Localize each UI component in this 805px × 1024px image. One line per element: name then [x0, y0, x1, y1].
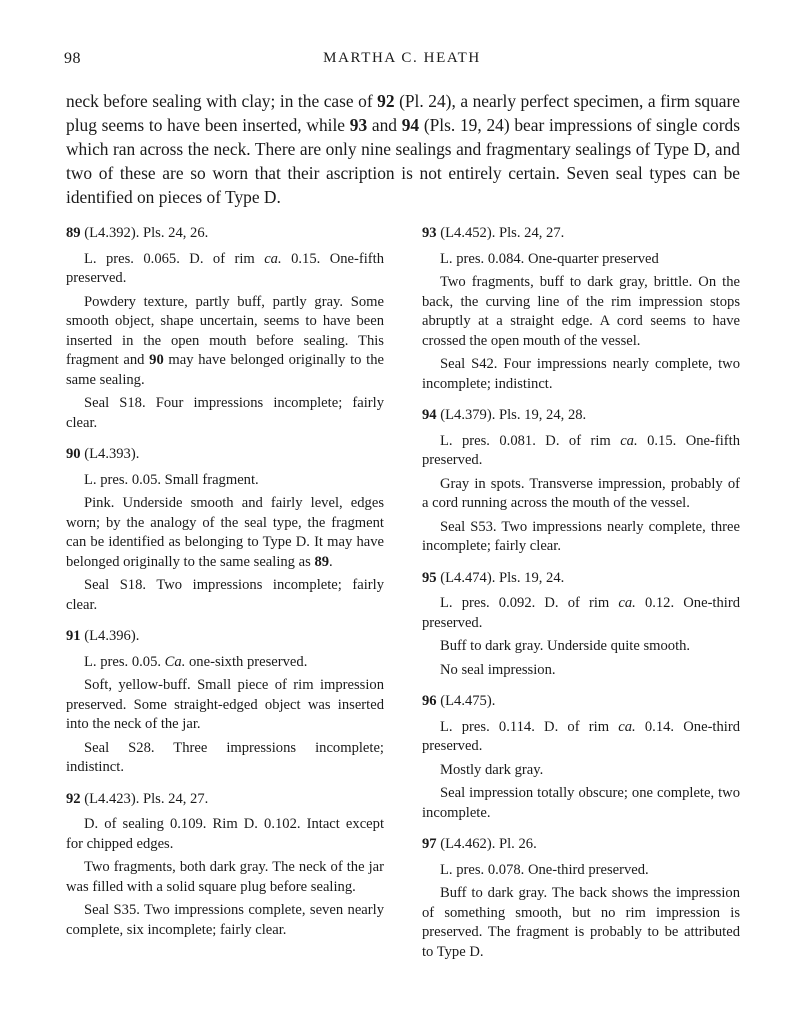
entry-number: 95 [422, 569, 437, 586]
catalog-ref-92: 92 [377, 91, 395, 111]
entry-heading: 95 (L4.474). Pls. 19, 24. [422, 569, 565, 586]
entry-number: 92 [66, 790, 81, 807]
entry-description: Mostly dark gray. [440, 761, 544, 778]
entry-number: 93 [422, 225, 437, 241]
catalog-ref-93: 93 [349, 115, 368, 135]
entry-description: Powdery texture, partly buff, partly gray. Some smooth object, shape uncertain, seems to have been inserted in the open mouth before sealing. This fragment and 90 may have belonged originally to the same sealing. [66, 293, 384, 388]
catalog-entry-95 [422, 569, 740, 681]
entry-dimensions: L. pres. 0.114. D. of rim ca. 0.14. One-third preserved. [422, 718, 740, 754]
catalog-entry-94 [422, 406, 740, 557]
entry-dimensions: L. pres. 0.084. One-quarter preserved [440, 250, 659, 267]
entry-dimensions: L. pres. 0.078. One-third preserved. [440, 861, 649, 878]
entry-dimensions: L. pres. 0.05. Ca. one-sixth preserved. [84, 653, 308, 670]
entry-heading: 97 (L4.462). Pl. 26. [422, 836, 537, 852]
catalog-entry-89 [66, 224, 384, 433]
entry-seal: Seal S35. Two impressions complete, seven nearly complete, six incomplete; fairly clear. [66, 902, 384, 938]
catalog-ref-94: 94 [401, 115, 420, 135]
catalog-entry-97 [422, 835, 740, 962]
entry-description: Pink. Underside smooth and fairly level, edges worn; by the analogy of the seal type, the fragment can be identified as belonging to Type D. It may have belonged originally to the same sealing as 89. [66, 495, 384, 570]
entry-seal: Seal S53. Two impressions nearly complete, three incomplete; fairly clear. [422, 518, 740, 554]
entry-seal: Seal S18. Two impressions incomplete; fairly clear. [66, 577, 384, 613]
running-head: MARTHA C. HEATH [323, 50, 481, 66]
entry-description: Two fragments, buff to dark gray, brittle. On the back, the curving line of the rim impression stops abruptly at a straight edge. A cord seems to have crossed the open mouth of the vessel. [422, 274, 740, 349]
entry-description: Two fragments, both dark gray. The neck of the jar was filled with a solid square plug before sealing. [66, 859, 384, 895]
catalog-entry-90 [66, 445, 384, 615]
entry-seal: No seal impression. [440, 661, 556, 678]
entry-dimensions: D. of sealing 0.109. Rim D. 0.102. Intact except for chipped edges. [66, 816, 384, 852]
entry-seal: Seal impression totally obscure; one complete, two incomplete. [422, 785, 740, 821]
entry-number: 89 [66, 225, 81, 241]
catalog-entry-91 [66, 627, 384, 778]
page-header [64, 50, 740, 72]
entry-description: Buff to dark gray. Underside quite smooth. [440, 638, 691, 654]
entry-number: 90 [66, 446, 81, 462]
entry-dimensions: L. pres. 0.092. D. of rim ca. 0.12. One-third preserved. [422, 595, 740, 631]
catalog-entry-92 [66, 790, 384, 941]
entry-heading: 92 (L4.423). Pls. 24, 27. [66, 790, 209, 807]
entry-heading: 96 (L4.475). [422, 693, 496, 709]
entry-heading: 93 (L4.452). Pls. 24, 27. [422, 225, 565, 241]
entry-seal: Seal S18. Four impressions incomplete; fairly clear. [66, 395, 384, 431]
entry-number: 97 [422, 836, 437, 852]
entry-number: 91 [66, 628, 81, 644]
entry-heading: 89 (L4.392). Pls. 24, 26. [66, 225, 209, 241]
entry-heading: 94 (L4.379). Pls. 19, 24, 28. [422, 407, 587, 423]
left-column [66, 224, 384, 952]
entry-heading: 91 (L4.396). [66, 628, 140, 644]
entry-number: 94 [422, 407, 437, 423]
entry-heading: 90 (L4.393). [66, 446, 140, 462]
entry-dimensions: L. pres. 0.065. D. of rim ca. 0.15. One-fifth preserved. [66, 250, 384, 286]
entry-number: 96 [422, 693, 437, 709]
entry-seal: Seal S42. Four impressions nearly complete, two incomplete; indistinct. [422, 356, 740, 392]
catalog-entry-96 [422, 692, 740, 823]
entry-seal: Seal S28. Three impressions incomplete; indistinct. [66, 739, 384, 775]
entry-description: Soft, yellow-buff. Small piece of rim impression preserved. Some straight-edged object was inserted into the neck of the jar. [66, 677, 384, 732]
entry-description: Gray in spots. Transverse impression, probably of a cord running across the mouth of the vessel. [422, 475, 740, 511]
entry-dimensions: L. pres. 0.05. Small fragment. [84, 471, 259, 488]
intro-paragraph: neck before sealing with clay; in the case of 92 (Pl. 24), a nearly perfect specimen, a firm square plug seems to have been inserted, while 93 and 94 (Pls. 19, 24) bear impressions of single cords which ran across the neck. There are only nine sealings and fragmentary sealings of Type D, and two of these are so worn that their ascription is not entirely certain. Seven seal types can be identified on pieces of Type D. [66, 91, 741, 207]
catalog-entry-93 [422, 224, 740, 394]
entry-dimensions: L. pres. 0.081. D. of rim ca. 0.15. One-fifth preserved. [422, 432, 740, 468]
page-number: 98 [64, 50, 81, 67]
entry-description: Buff to dark gray. The back shows the impression of something smooth, but no rim impression is preserved. The fragment is probably to be attributed to Type D. [422, 885, 740, 960]
right-column [422, 224, 740, 974]
